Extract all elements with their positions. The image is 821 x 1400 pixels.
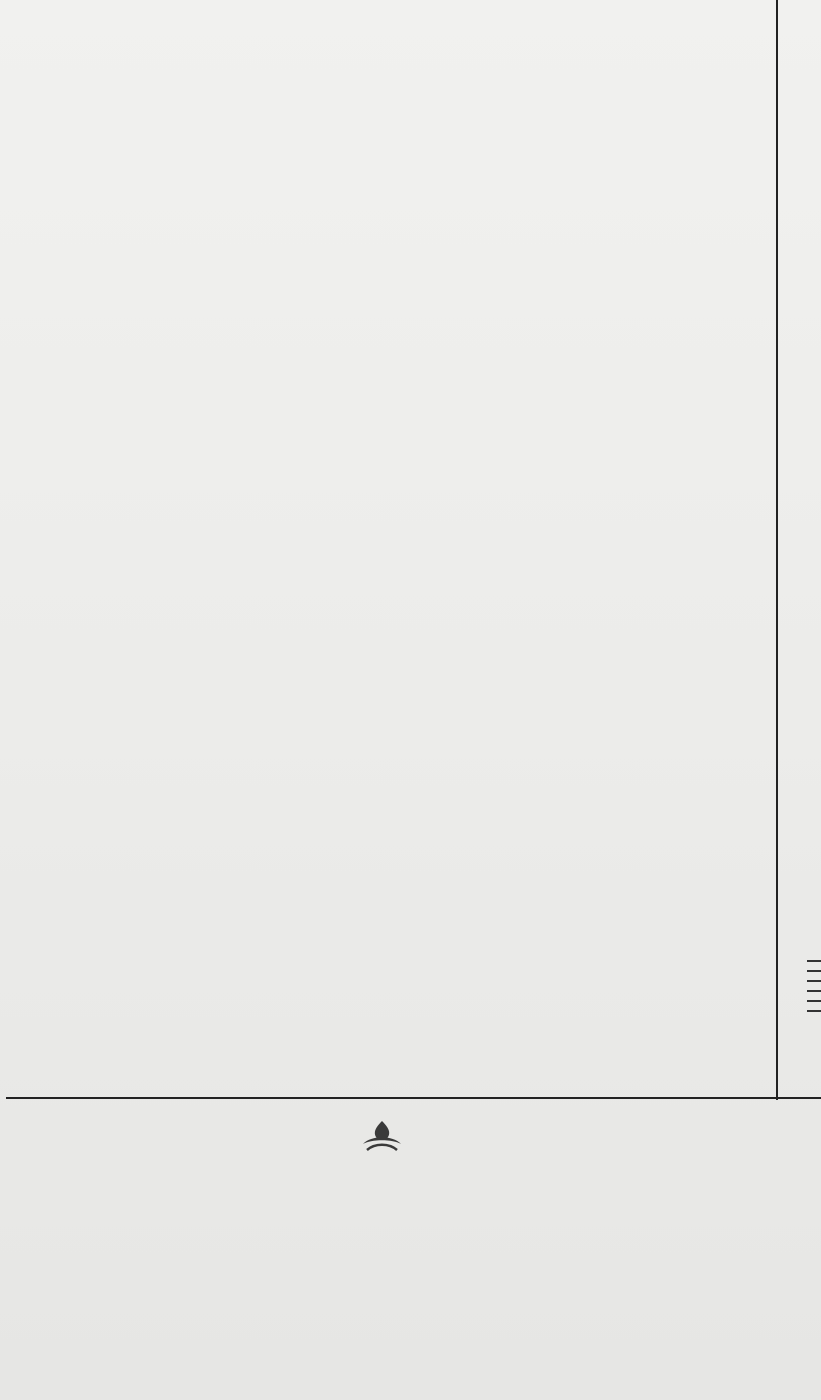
fold-mark [807,960,821,962]
page-border-right [776,0,778,1100]
fold-mark [807,990,821,992]
fold-mark [807,970,821,972]
fold-mark [807,1000,821,1002]
company-logo-icon [359,1118,405,1154]
imexpharm-logo [332,1118,432,1156]
contact-line [117,1330,657,1353]
fold-mark [807,980,821,982]
section-divider [6,1097,821,1099]
fold-mark [807,1010,821,1012]
